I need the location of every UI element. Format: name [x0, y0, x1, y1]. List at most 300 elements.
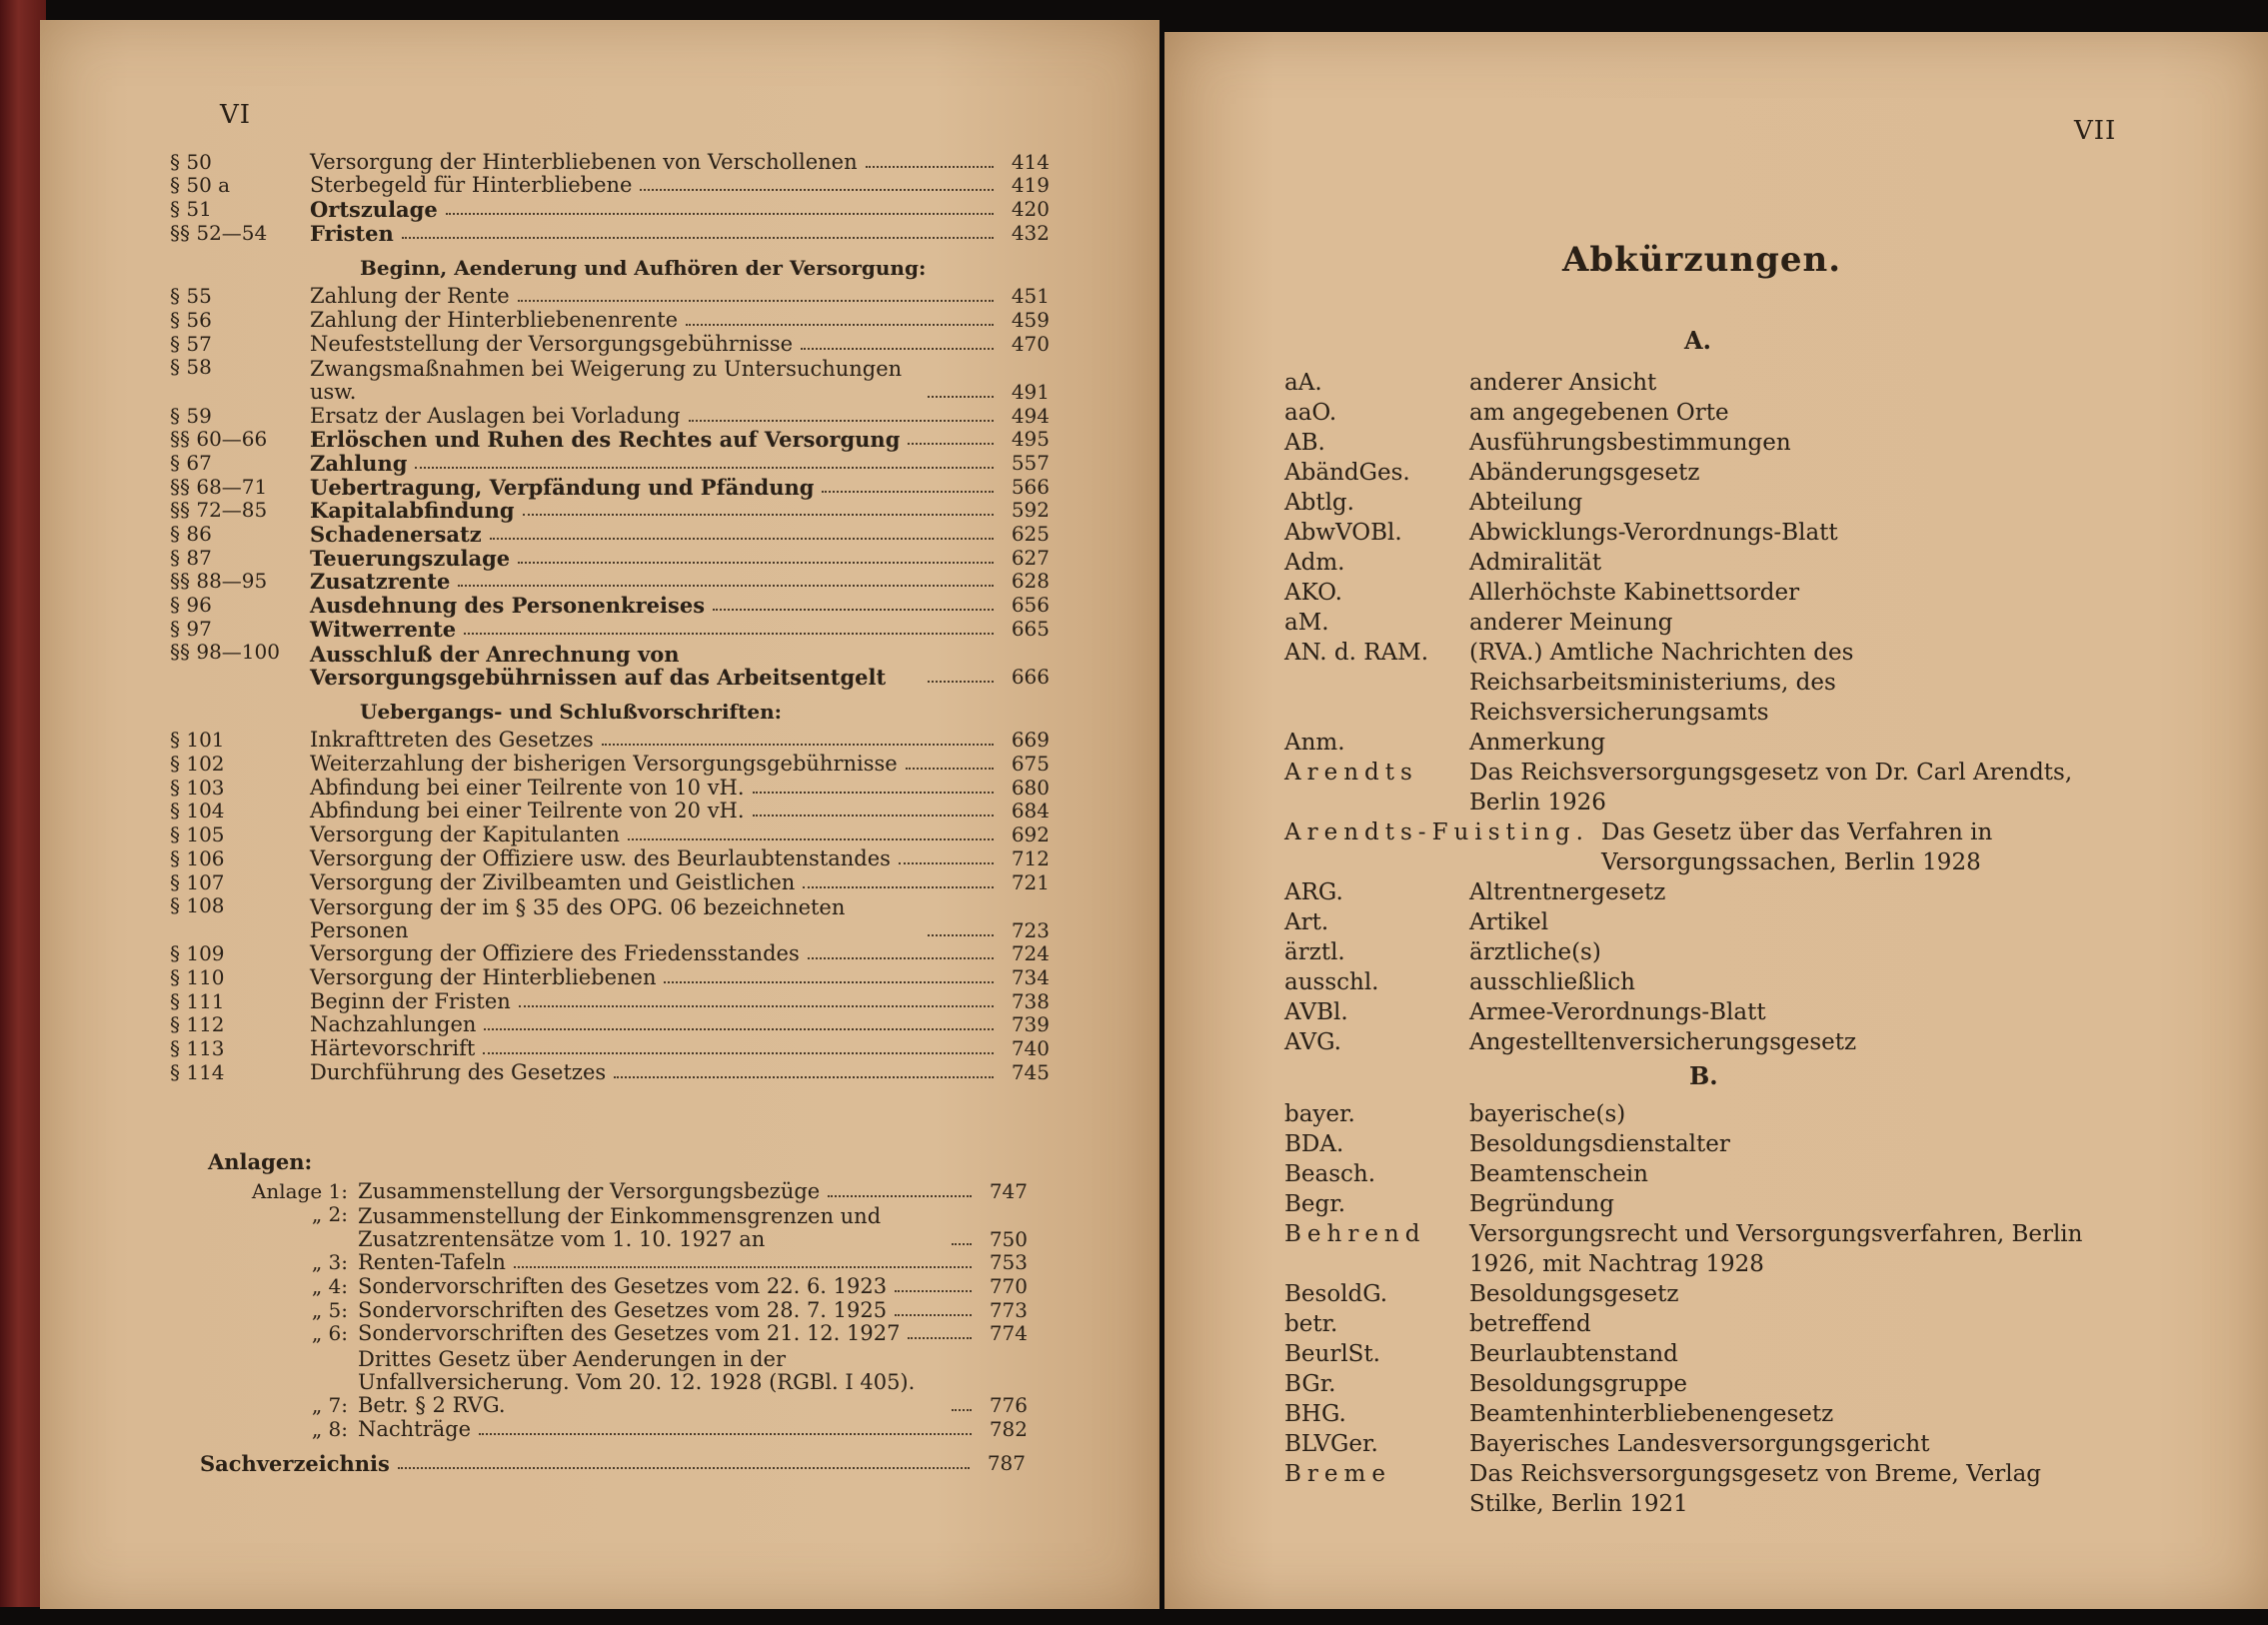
toc-entry-page: 432 [1011, 220, 1050, 245]
toc-entry [170, 822, 1050, 846]
left-page-number: VI [220, 100, 252, 130]
toc-entry-section: „ 3: [311, 1250, 348, 1275]
abbreviation-row [1284, 1429, 2114, 1459]
toc-entry-title: Abfindung bei einer Teilrente von 20 vH. [310, 799, 745, 823]
toc-entry-section: „ 6: [311, 1321, 348, 1346]
toc-entry-section: § 109 [170, 941, 225, 966]
abbreviation-key: BeurlSt. [1284, 1341, 1380, 1367]
abbreviation-key: Anm. [1284, 730, 1345, 756]
abbreviations-list-a [1284, 368, 2114, 1057]
toc-entry-page: 665 [1011, 616, 1050, 641]
toc-entry-page: 675 [1011, 752, 1050, 777]
toc-entry-section: „ 8: [311, 1417, 348, 1442]
toc-entry-section: „ 7: [311, 1393, 348, 1418]
toc-entry-page: 491 [1011, 379, 1050, 404]
leader-dots [928, 396, 994, 398]
toc-entry-page: 420 [1011, 197, 1050, 222]
letter-a-heading: A. [1684, 326, 1711, 355]
toc-entry-section: § 86 [170, 521, 212, 546]
toc-entry-title: Versorgung der Zivilbeamten und Geistlichen [310, 869, 796, 894]
toc-entry-title: Sondervorschriften des Gesetzes vom 21. 12. 1927 [358, 1321, 901, 1346]
leader-dots [514, 1266, 972, 1268]
toc-entry-title: Versorgung der Hinterbliebenen von Verschollenen [310, 149, 858, 174]
toc-entry-title: Versorgung der Kapitulanten [310, 822, 620, 847]
abbreviation-row [1284, 937, 2114, 967]
leader-dots [828, 1195, 972, 1197]
toc-entry-title: Zwangsmaßnahmen bei Weigerung zu Untersuchungen usw. [310, 356, 903, 404]
toc-entry-title: Versorgung der im § 35 des OPG. 06 bezeichneten Personen [310, 894, 846, 942]
abbreviation-row [1284, 638, 2114, 728]
abbreviation-row [1284, 1219, 2114, 1279]
leader-dots [866, 166, 994, 168]
abbreviation-value: Versorgungsrecht und Versorgungsverfahren, Berlin 1926, mit Nachtrag 1928 [1469, 1221, 2083, 1277]
abbreviation-row [1284, 1189, 2114, 1219]
toc-entry [170, 332, 1050, 356]
toc-entry-page: 494 [1011, 403, 1050, 428]
abbreviation-key: AN. d. RAM. [1284, 640, 1429, 666]
leader-dots [614, 1076, 994, 1078]
abbreviation-value: Abänderungsgesetz [1469, 460, 1700, 486]
toc-heading-uebergang: Uebergangs- und Schlußvorschriften: [360, 699, 783, 724]
abbreviation-value: ausschließlich [1469, 969, 1635, 995]
abbreviation-value: Bayerisches Landesversorgungsgericht [1469, 1431, 1930, 1457]
leader-dots [686, 324, 994, 326]
abbreviation-key: ARG. [1284, 879, 1343, 905]
abbreviation-key: ärztl. [1284, 939, 1345, 965]
abbreviation-value: Abteilung [1469, 490, 1583, 516]
toc-entry-title: Witwerrente [310, 616, 457, 642]
leader-dots [519, 1005, 994, 1007]
abbreviation-row [1284, 907, 2114, 937]
toc-entry [170, 475, 1050, 499]
toc-entry-section: § 113 [170, 1035, 225, 1060]
toc-entry-page: 419 [1011, 173, 1050, 198]
abbreviation-key: AB. [1284, 430, 1325, 456]
abbreviation-value: Beamtenschein [1469, 1161, 1648, 1187]
abbreviation-value: Beamtenhinterbliebenengesetz [1469, 1401, 1834, 1427]
toc-entry-page: 495 [1011, 427, 1050, 452]
abbreviation-key: aaO. [1284, 400, 1337, 426]
toc-entry [170, 285, 1050, 309]
leader-dots [415, 467, 994, 469]
toc-entry-title: Ersatz der Auslagen bei Vorladung [310, 403, 681, 428]
abbreviation-row [1284, 997, 2114, 1027]
leader-dots [484, 1028, 994, 1030]
toc-entry-section: § 101 [170, 728, 225, 753]
sachverzeichnis-title: Sachverzeichnis [200, 1450, 390, 1476]
leader-dots [928, 934, 994, 936]
toc-entry-section: § 105 [170, 822, 225, 847]
abbreviation-value: (RVA.) Amtliche Nachrichten des Reichsarbeitsministeriums, des Reichsversicherungsamts [1469, 640, 1854, 726]
abbreviation-value: Angestelltenversicherungsgesetz [1469, 1029, 1857, 1055]
toc-entry-page: 738 [1011, 988, 1050, 1013]
toc-entry [170, 593, 1050, 617]
toc-entry-page: 625 [1011, 521, 1050, 546]
toc-entry-section: § 111 [170, 988, 225, 1013]
toc-entry-title: Beginn der Fristen [310, 988, 511, 1013]
anlagen-list [208, 1179, 1028, 1441]
toc-entry [170, 174, 1050, 198]
leader-dots [952, 1243, 972, 1245]
abbreviation-row [1284, 1339, 2114, 1369]
toc-entry-section: §§ 88—95 [170, 569, 268, 594]
toc-entry-page: 734 [1011, 964, 1050, 989]
toc-entry-page: 592 [1011, 498, 1050, 523]
toc-entry [170, 641, 1050, 689]
abbreviation-key: Art. [1284, 909, 1329, 935]
toc-entry-page: 721 [1011, 869, 1050, 894]
toc-entry [170, 356, 1050, 404]
toc-entry-page: 459 [1011, 308, 1050, 333]
leader-dots [402, 237, 994, 239]
toc-entry [208, 1179, 1028, 1203]
abbreviation-row [1284, 368, 2114, 398]
abbreviation-row [1284, 817, 2114, 877]
toc-entry [170, 1013, 1050, 1037]
toc-entry [208, 1345, 1028, 1417]
toc-entry-title: Zahlung [310, 450, 408, 476]
abbreviation-key: ausschl. [1284, 969, 1379, 995]
leader-dots [464, 633, 994, 635]
leader-dots [446, 213, 994, 215]
toc-entry-page: 628 [1011, 569, 1050, 594]
toc-entry [170, 197, 1050, 221]
toc-entry [170, 522, 1050, 546]
toc-entry-section: § 50 [170, 149, 212, 174]
toc-entry-section: § 59 [170, 403, 212, 428]
toc-entry-page: 773 [989, 1297, 1028, 1322]
abbreviation-key: Arendts-Fuisting. [1284, 819, 1589, 845]
toc-entry-section: Anlage 1: [251, 1178, 348, 1203]
toc-entry [170, 776, 1050, 800]
toc-entry-page: 774 [989, 1321, 1028, 1346]
leader-dots [808, 957, 994, 959]
toc-entry-title: Zahlung der Rente [310, 284, 510, 309]
toc-entry-page: 782 [989, 1417, 1028, 1442]
toc-entry [170, 800, 1050, 823]
abbreviation-key: betr. [1284, 1311, 1338, 1337]
toc-entry [170, 965, 1050, 989]
abbreviation-value: Beurlaubtenstand [1469, 1341, 1678, 1367]
toc-entry-title: Ausschluß der Anrechnung von Versorgungsgebührnissen auf das Arbeitsentgelt [310, 641, 887, 690]
toc-entry [170, 451, 1050, 475]
toc-entry [170, 846, 1050, 870]
abbreviation-key: BHG. [1284, 1401, 1346, 1427]
abbreviation-row [1284, 758, 2114, 817]
toc-entry [170, 894, 1050, 942]
abbreviation-row [1284, 1459, 2114, 1519]
toc-entry-section: §§ 52—54 [170, 220, 268, 245]
toc-entry [170, 404, 1050, 428]
abbreviation-value: am angegebenen Orte [1469, 400, 1729, 426]
abbreviation-key: Begr. [1284, 1191, 1346, 1217]
toc-entry-title: Durchführung des Gesetzes [310, 1059, 607, 1084]
toc-entry-title: Uebertragung, Verpfändung und Pfändung [310, 474, 815, 500]
toc-entry-title: Versorgung der Offiziere des Friedensstandes [310, 941, 800, 966]
toc-entry-page: 770 [989, 1274, 1028, 1299]
toc-entry-section: § 103 [170, 775, 225, 800]
toc-entry-title: Ortszulage [310, 197, 438, 223]
abbreviation-row [1284, 1309, 2114, 1339]
leader-dots [895, 1314, 972, 1316]
abbreviations-list-b [1284, 1099, 2114, 1519]
abbreviation-row [1284, 1027, 2114, 1057]
abbreviation-value: Abwicklungs-Verordnungs-Blatt [1469, 520, 1838, 546]
toc-entry [170, 428, 1050, 452]
toc-entry-page: 750 [989, 1226, 1028, 1251]
abbreviation-value: Admiralität [1469, 550, 1602, 576]
toc-entry-section: §§ 72—85 [170, 498, 268, 523]
toc-entry-section: „ 5: [311, 1297, 348, 1322]
toc-entry-title: Zusammenstellung der Einkommensgrenzen und Zusatzrentensätze vom 1. 10. 1927 an [358, 1203, 882, 1251]
leader-dots [753, 792, 994, 794]
toc-entry-section: § 58 [170, 354, 212, 379]
abbreviation-key: AVG. [1284, 1029, 1341, 1055]
leader-dots [518, 562, 994, 564]
toc-entry-title: Weiterzahlung der bisherigen Versorgungsgebührnisse [310, 752, 898, 777]
toc-entry-title: Schadenersatz [310, 521, 482, 547]
abbreviation-key: Adm. [1284, 550, 1345, 576]
abbreviation-value: Das Reichsversorgungsgesetz von Dr. Carl Arendts, Berlin 1926 [1469, 760, 2073, 815]
abbreviation-row [1284, 608, 2114, 638]
sachverzeichnis-row [200, 1451, 1026, 1475]
abbreviation-row [1284, 1369, 2114, 1399]
toc-entry-page: 747 [989, 1178, 1028, 1203]
toc-entry-title: Kapitalabfindung [310, 498, 515, 524]
toc-entry-page: 745 [1011, 1059, 1050, 1084]
toc-entry-title: Renten-Tafeln [358, 1250, 506, 1275]
toc-entry-page: 566 [1011, 474, 1050, 499]
toc-entry-section: § 56 [170, 308, 212, 333]
leader-dots [479, 1433, 972, 1435]
leader-dots [483, 1052, 994, 1054]
leader-dots [458, 585, 994, 587]
abbreviation-value: Besoldungsgruppe [1469, 1371, 1687, 1397]
abbreviation-row [1284, 428, 2114, 458]
toc-entry-section: „ 4: [311, 1274, 348, 1299]
toc-entry-section: § 112 [170, 1012, 225, 1037]
toc-entry-title: Ausdehnung des Personenkreises [310, 593, 706, 618]
toc-entry [170, 1036, 1050, 1060]
toc-entry [170, 1060, 1050, 1084]
abbreviation-key: AbwVOBl. [1284, 520, 1402, 546]
abbreviation-value: Armee-Verordnungs-Blatt [1469, 999, 1766, 1025]
leader-dots [713, 609, 994, 611]
toc-entry-section: § 106 [170, 845, 225, 870]
leader-dots [689, 420, 994, 422]
abbreviation-row [1284, 1279, 2114, 1309]
abbreviation-key: BGr. [1284, 1371, 1336, 1397]
toc-entry-title: Versorgung der Offiziere usw. des Beurlaubtenstandes [310, 845, 891, 870]
abbreviation-key: BDA. [1284, 1131, 1344, 1157]
toc-entry-section: § 104 [170, 799, 225, 823]
table-of-contents [170, 150, 1050, 1084]
toc-entry-title: Nachzahlungen [310, 1012, 477, 1037]
toc-entry-title: Sondervorschriften des Gesetzes vom 28. 7. 1925 [358, 1297, 888, 1322]
toc-heading-beginn: Beginn, Aenderung und Aufhören der Versorgung: [360, 255, 927, 280]
toc-entry [170, 729, 1050, 753]
toc-entry-section: § 87 [170, 545, 212, 570]
abbreviation-row [1284, 488, 2114, 518]
toc-entry [208, 1274, 1028, 1298]
abbreviation-value: Artikel [1469, 909, 1549, 935]
leader-dots [895, 1290, 972, 1292]
toc-entry-title: Zahlung der Hinterbliebenenrente [310, 308, 679, 333]
abbreviation-key: BLVGer. [1284, 1431, 1378, 1457]
toc-entry-page: 739 [1011, 1012, 1050, 1037]
toc-entry-section: §§ 68—71 [170, 474, 268, 499]
toc-entry-section: § 67 [170, 450, 212, 475]
toc-entry-section: § 57 [170, 331, 212, 356]
abbreviation-value: bayerische(s) [1469, 1101, 1626, 1127]
leader-dots [908, 443, 994, 445]
toc-entry-page: 680 [1011, 775, 1050, 800]
toc-entry-title: Teuerungszulage [310, 545, 511, 571]
toc-entry-page: 557 [1011, 450, 1050, 475]
abbreviation-value: Anmerkung [1469, 730, 1606, 756]
leader-dots [908, 1337, 972, 1339]
toc-entry [170, 150, 1050, 174]
leader-dots [523, 514, 994, 516]
toc-entry [208, 1322, 1028, 1346]
toc-entry [170, 870, 1050, 894]
abbreviation-row [1284, 1159, 2114, 1189]
toc-entry-title: Abfindung bei einer Teilrente von 10 vH. [310, 775, 745, 800]
abbreviation-key: AbändGes. [1284, 460, 1410, 486]
leader-dots [952, 1409, 972, 1411]
leader-dots [490, 538, 994, 540]
abbreviation-value: Besoldungsdienstalter [1469, 1131, 1730, 1157]
toc-entry [208, 1203, 1028, 1251]
toc-entry-section: § 97 [170, 616, 212, 641]
toc-entry-page: 740 [1011, 1035, 1050, 1060]
abbreviation-value: Das Reichsversorgungsgesetz von Breme, Verlag Stilke, Berlin 1921 [1469, 1461, 2042, 1517]
toc-entry-title: Zusammenstellung der Versorgungsbezüge [358, 1178, 821, 1203]
abbreviation-value: Das Gesetz über das Verfahren in Versorgungssachen, Berlin 1928 [1600, 819, 1993, 875]
toc-entry [208, 1417, 1028, 1441]
toc-entry-section: § 102 [170, 752, 225, 777]
abbreviation-row [1284, 1099, 2114, 1129]
abbreviation-value: betreffend [1469, 1311, 1591, 1337]
abbreviation-key: Abtlg. [1284, 490, 1354, 516]
leader-dots [906, 768, 994, 770]
toc-entry [170, 308, 1050, 332]
abbreviation-value: Begründung [1469, 1191, 1614, 1217]
abbreviation-value: Allerhöchste Kabinettsorder [1469, 580, 1800, 606]
toc-entry-section: § 110 [170, 964, 225, 989]
toc-entry-title: Härtevorschrift [310, 1035, 476, 1060]
toc-entry [170, 752, 1050, 776]
abbreviation-row [1284, 877, 2114, 907]
leader-dots [801, 348, 994, 350]
toc-entry-title: Fristen [310, 220, 394, 246]
toc-entry-title: Sterbegeld für Hinterbliebene [310, 173, 633, 198]
toc-entry-section: § 114 [170, 1059, 225, 1084]
right-page-number: VII [2074, 116, 2117, 146]
toc-entry [170, 546, 1050, 570]
toc-entry [208, 1251, 1028, 1275]
abbreviation-key: BesoldG. [1284, 1281, 1388, 1307]
abbreviation-row [1284, 728, 2114, 758]
toc-entry-page: 451 [1011, 284, 1050, 309]
toc-entry [170, 499, 1050, 523]
toc-entry-section: § 50 a [170, 173, 231, 198]
leader-dots [602, 744, 994, 746]
toc-entry-page: 414 [1011, 149, 1050, 174]
leader-dots [822, 491, 994, 493]
leader-dots [803, 886, 994, 888]
leader-dots [928, 681, 994, 683]
toc-entry-title: Zusatzrente [310, 569, 451, 595]
toc-entry-page: 684 [1011, 799, 1050, 823]
toc-entry-page: 723 [1011, 917, 1050, 942]
toc-entry-page: 666 [1011, 664, 1050, 689]
toc-entry-section: §§ 98—100 [170, 639, 280, 664]
leader-dots [628, 838, 994, 840]
leader-dots [899, 862, 994, 864]
toc-entry-title: Versorgung der Hinterbliebenen [310, 964, 657, 989]
sachverzeichnis-page: 787 [987, 1450, 1026, 1475]
abbreviation-row [1284, 398, 2114, 428]
abbreviation-key: Breme [1284, 1461, 1391, 1487]
leader-dots [640, 189, 994, 191]
toc-entry-section: „ 2: [311, 1201, 348, 1226]
abbreviation-value: ärztliche(s) [1469, 939, 1601, 965]
leader-dots [664, 981, 994, 983]
abbreviation-value: anderer Meinung [1469, 610, 1673, 636]
abbreviation-row [1284, 967, 2114, 997]
leader-dots [518, 300, 994, 302]
toc-entry-page: 776 [989, 1393, 1028, 1418]
toc-entry [170, 221, 1050, 245]
toc-entry-page: 470 [1011, 331, 1050, 356]
toc-entry-section: § 55 [170, 284, 212, 309]
anlagen-heading: Anlagen: [208, 1149, 313, 1174]
abbreviation-key: aA. [1284, 370, 1322, 396]
abbreviation-key: AVBl. [1284, 999, 1348, 1025]
abbreviation-value: Altrentnergesetz [1469, 879, 1666, 905]
toc-entry [170, 942, 1050, 966]
abbreviation-key: AKO. [1284, 580, 1342, 606]
toc-entry-section: § 96 [170, 593, 212, 617]
toc-entry-section: §§ 60—66 [170, 427, 268, 452]
toc-entry-section: § 51 [170, 197, 212, 222]
abbreviation-row [1284, 518, 2114, 548]
abbreviation-key: aM. [1284, 610, 1329, 636]
toc-entry-page: 656 [1011, 593, 1050, 617]
abbreviation-value: Ausführungsbestimmungen [1469, 430, 1791, 456]
toc-entry [170, 617, 1050, 641]
toc-entry-page: 669 [1011, 728, 1050, 753]
abbreviation-value: Besoldungsgesetz [1469, 1281, 1679, 1307]
toc-entry-section: § 108 [170, 892, 225, 917]
toc-entry [170, 570, 1050, 594]
toc-entry-page: 724 [1011, 941, 1050, 966]
abbreviation-value: anderer Ansicht [1469, 370, 1657, 396]
toc-entry-section: § 107 [170, 869, 225, 894]
toc-entry-page: 753 [989, 1250, 1028, 1275]
abbreviation-row [1284, 1129, 2114, 1159]
abbreviation-key: Arendts [1284, 760, 1418, 786]
toc-entry-title: Sondervorschriften des Gesetzes vom 22. 6. 1923 [358, 1274, 888, 1299]
abbreviations-title: Abkürzungen. [1562, 240, 1842, 280]
letter-b-heading: B. [1689, 1061, 1718, 1090]
abbreviation-key: bayer. [1284, 1101, 1355, 1127]
toc-entry-title: Neufeststellung der Versorgungsgebührnisse [310, 331, 794, 356]
abbreviation-row [1284, 548, 2114, 578]
toc-entry-title: Inkrafttreten des Gesetzes [310, 728, 594, 753]
toc-entry [170, 989, 1050, 1013]
